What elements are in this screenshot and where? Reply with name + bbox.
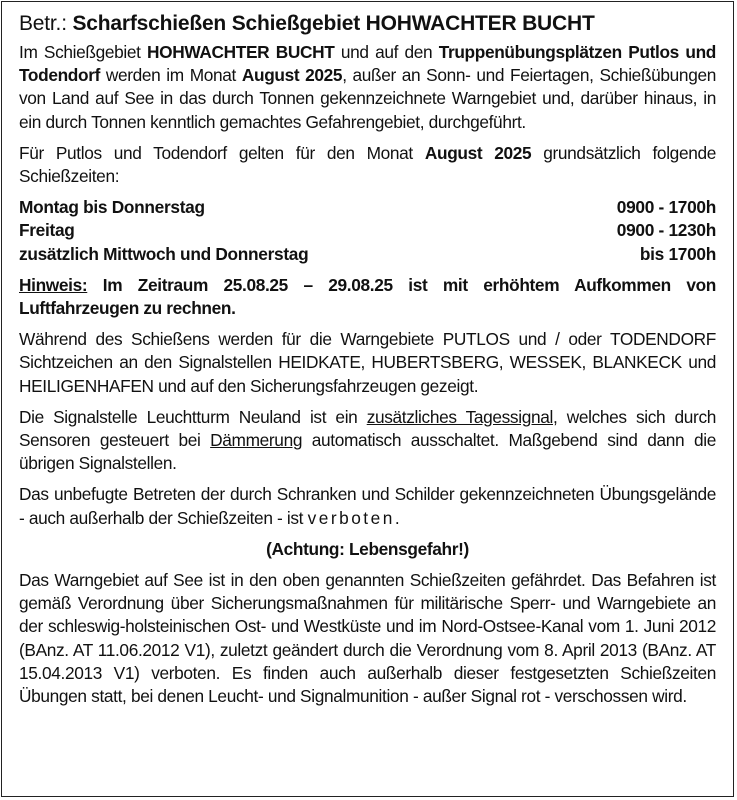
lighthouse-text-3: automatisch ausschaltet. Maßgebend sind dann die übrigen Signalstellen.	[19, 430, 716, 474]
intro-text-1: Im Schießgebiet	[19, 42, 148, 62]
lighthouse-paragraph	[19, 406, 716, 476]
intro-month: August 2025	[241, 65, 343, 86]
schedule-days: Montag bis Donnerstag	[19, 197, 205, 218]
schedule-row	[19, 243, 716, 266]
notice-title	[19, 9, 716, 39]
schedule-list	[19, 196, 716, 266]
times-intro-paragraph	[19, 142, 716, 188]
title-prefix: Betr.:	[19, 12, 67, 35]
times-intro-text-1: Für Putlos und Todendorf gelten für den Monat	[19, 142, 425, 163]
hint-label: Hinweis:	[19, 274, 88, 295]
intro-area-name: HOHWACHTER BUCHT	[147, 42, 335, 62]
lighthouse-text-1: Die Signalstelle Leuchtturm Neuland ist ein	[19, 406, 367, 427]
intro-paragraph	[19, 41, 716, 134]
intro-text-2: und auf den	[334, 42, 439, 62]
lighthouse-text-2: , welches sich durch Sensoren gesteuert bei	[19, 406, 717, 451]
hint-text: Im Zeitraum 25.08.25 – 29.08.25 ist mit erhöhtem Aufkommen von Luftfahrzeugen zu rechnen.	[19, 274, 716, 319]
schedule-time: 0900 - 1700h	[616, 197, 716, 218]
schedule-time: 0900 - 1230h	[616, 220, 716, 241]
schedule-days: zusätzlich Mittwoch und Donnerstag	[19, 243, 309, 264]
notice-box	[1, 1, 734, 797]
entry-forbidden: verboten.	[307, 507, 403, 528]
hint-paragraph	[19, 274, 716, 320]
intro-text-3: werden im Monat	[100, 65, 242, 86]
schedule-row	[19, 219, 716, 242]
schedule-days: Freitag	[19, 220, 75, 241]
intro-text-4: , außer an Sonn- und Feiertagen, Schießübungen von Land auf See in das durch Tonnen gekennzeichnete Warngebiet und, darüber hinaus, in ein durch Tonnen kenntlich gemachtes Gefahrengebiet, durchgeführt.	[19, 65, 716, 132]
schedule-row	[19, 196, 716, 219]
title-main: Scharfschießen Schießgebiet HOHWACHTER BUCHT	[72, 12, 595, 35]
times-intro-month: August 2025	[424, 142, 532, 163]
entry-paragraph	[19, 483, 716, 529]
times-intro-text-2: grundsätzlich folgende Schießzeiten:	[19, 142, 716, 187]
signals-paragraph: Während des Schießens werden für die Warngebiete PUTLOS und / oder TODENDORF Sichtzeichen an den Signalstellen HEIDKATE, HUBERTSBERG, WESSEK, BLANKECK und HEILIGENHAFEN und auf den Sicherungsfahrzeugen gezeigt.	[19, 329, 716, 396]
entry-text: Das unbefugte Betreten der durch Schranken und Schilder gekennzeichneten Übungsgelände - auch außerhalb der Schießzeiten - ist	[19, 484, 716, 528]
intro-training-areas: Truppenübungsplätzen Putlos und Todendorf	[19, 42, 716, 86]
schedule-time: bis 1700h	[639, 243, 716, 264]
lighthouse-dusk: Dämmerung	[210, 430, 303, 451]
danger-warning: (Achtung: Lebensgefahr!)	[266, 538, 469, 559]
regulation-paragraph: Das Warngebiet auf See ist in den oben genannten Schießzeiten gefährdet. Das Befahren ist gemäß Verordnung über Sicherungsmaßnahmen für militärische Sperr- und Warngebiete an der schleswig-holsteinischen Ost- und Westküste und im Nord-Ostsee-Kanal vom 1. Juni 2012 (BAnz. AT 11.06.2012 V1), zuletzt geändert durch die Verordnung vom 8. April 2013 (BAnz. AT 15.04.2013 V1) verboten. Es finden auch außerhalb dieser festgesetzten Schießzeiten Übungen statt, bei denen Leucht- und Signalmunition - außer Signal rot - verschossen wird.	[19, 570, 716, 707]
lighthouse-day-signal: zusätzliches Tagessignal	[366, 406, 553, 427]
